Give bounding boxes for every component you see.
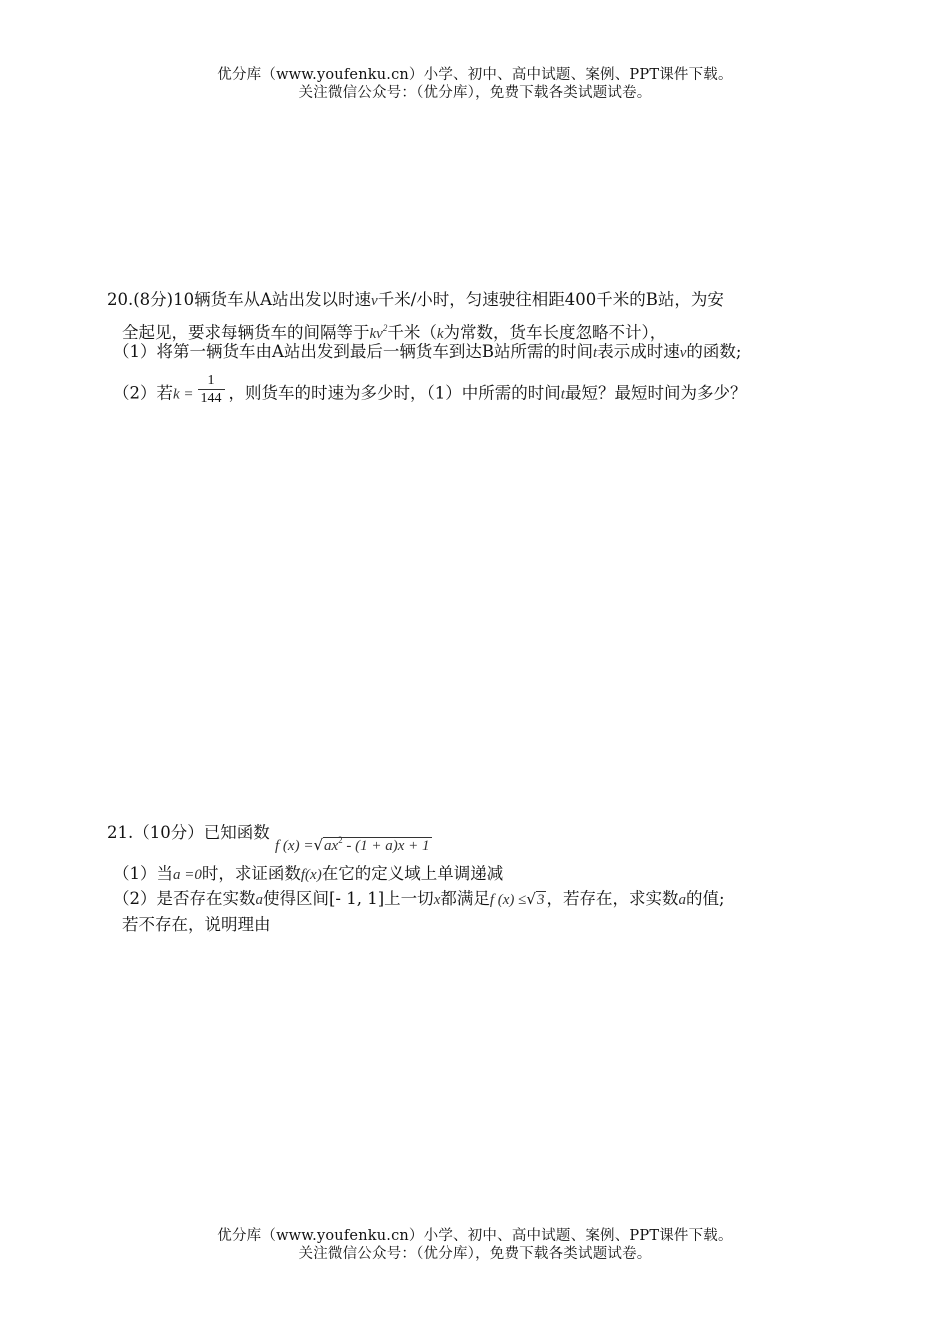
- expr-kv2: $kv^2$: [369, 323, 388, 342]
- header-line-2: 关注微信公众号：（优分库），免费下载各类试题试卷。: [298, 85, 652, 101]
- expr-k-equals: k =: [173, 386, 194, 403]
- sqrt-sign-icon: √: [526, 890, 536, 908]
- condition-a-zero: a =0: [173, 867, 202, 883]
- var-a: a: [255, 892, 263, 908]
- var-v: v: [371, 293, 378, 309]
- radicand: $ax^2 - (1 + a)x + 1$: [324, 835, 430, 854]
- q20-part-2: （2）若k = $\frac{1}{144}$ ，则货车的时速为多少时，（1）中所需的时间t最短？最短时间为多少？: [113, 373, 747, 406]
- var-t: t: [593, 345, 598, 361]
- q21-line-1: 21.（10分）已知函数 f $(x) =√ax^2 - (1 + a)x + 1$: [107, 823, 430, 854]
- q21-part-2: （2）是否存在实数a使得区间[- 1, 1]上一切x都满足f (x) ≤√3 ，若存在，求实数a的值;: [113, 889, 725, 908]
- var-a: a: [678, 892, 686, 908]
- q20-part-1: （1）将第一辆货车由A站出发到最后一辆货车到达B站所需的时间t表示成时速v的函数;: [113, 342, 742, 361]
- var-v: v: [679, 345, 687, 361]
- q20-line-1: 20.(8分)10辆货车从A站出发以时速v千米/小时，匀速驶往相距400千米的B站，为安: [107, 290, 724, 309]
- fraction-1-144: $\frac{1}{144}$: [198, 373, 225, 407]
- var-k: k: [436, 326, 444, 342]
- header-line-1: 优分库（www.youfenku.cn）小学、初中、高中试题、案例、PPT课件下载。: [217, 67, 733, 83]
- q20-line-2: 全起见，要求每辆货车的间隔等于$kv^2$千米（k为常数，货车长度忽略不计），: [122, 323, 667, 342]
- var-x: x: [433, 892, 441, 908]
- function-definition: f $(x) =√ax^2 - (1 + a)x + 1$: [275, 835, 430, 854]
- expr-fx-le: f (x) ≤: [489, 892, 527, 908]
- footer-line-1: 优分库（www.youfenku.cn）小学、初中、高中试题、案例、PPT课件下载。: [217, 1228, 733, 1244]
- page-header: [0, 66, 950, 102]
- q21-line-4: 若不存在，说明理由: [122, 915, 271, 934]
- var-t: t: [560, 386, 565, 403]
- footer-line-2: 关注微信公众号：（优分库），免费下载各类试题试卷。: [298, 1246, 652, 1262]
- sqrt-sign-icon: √: [313, 836, 323, 854]
- expr-fx: f(x): [300, 867, 322, 883]
- page-footer: [0, 1227, 950, 1263]
- q21-part-1: （1）当a =0时，求证函数f(x)在它的定义域上单调递减: [113, 864, 504, 883]
